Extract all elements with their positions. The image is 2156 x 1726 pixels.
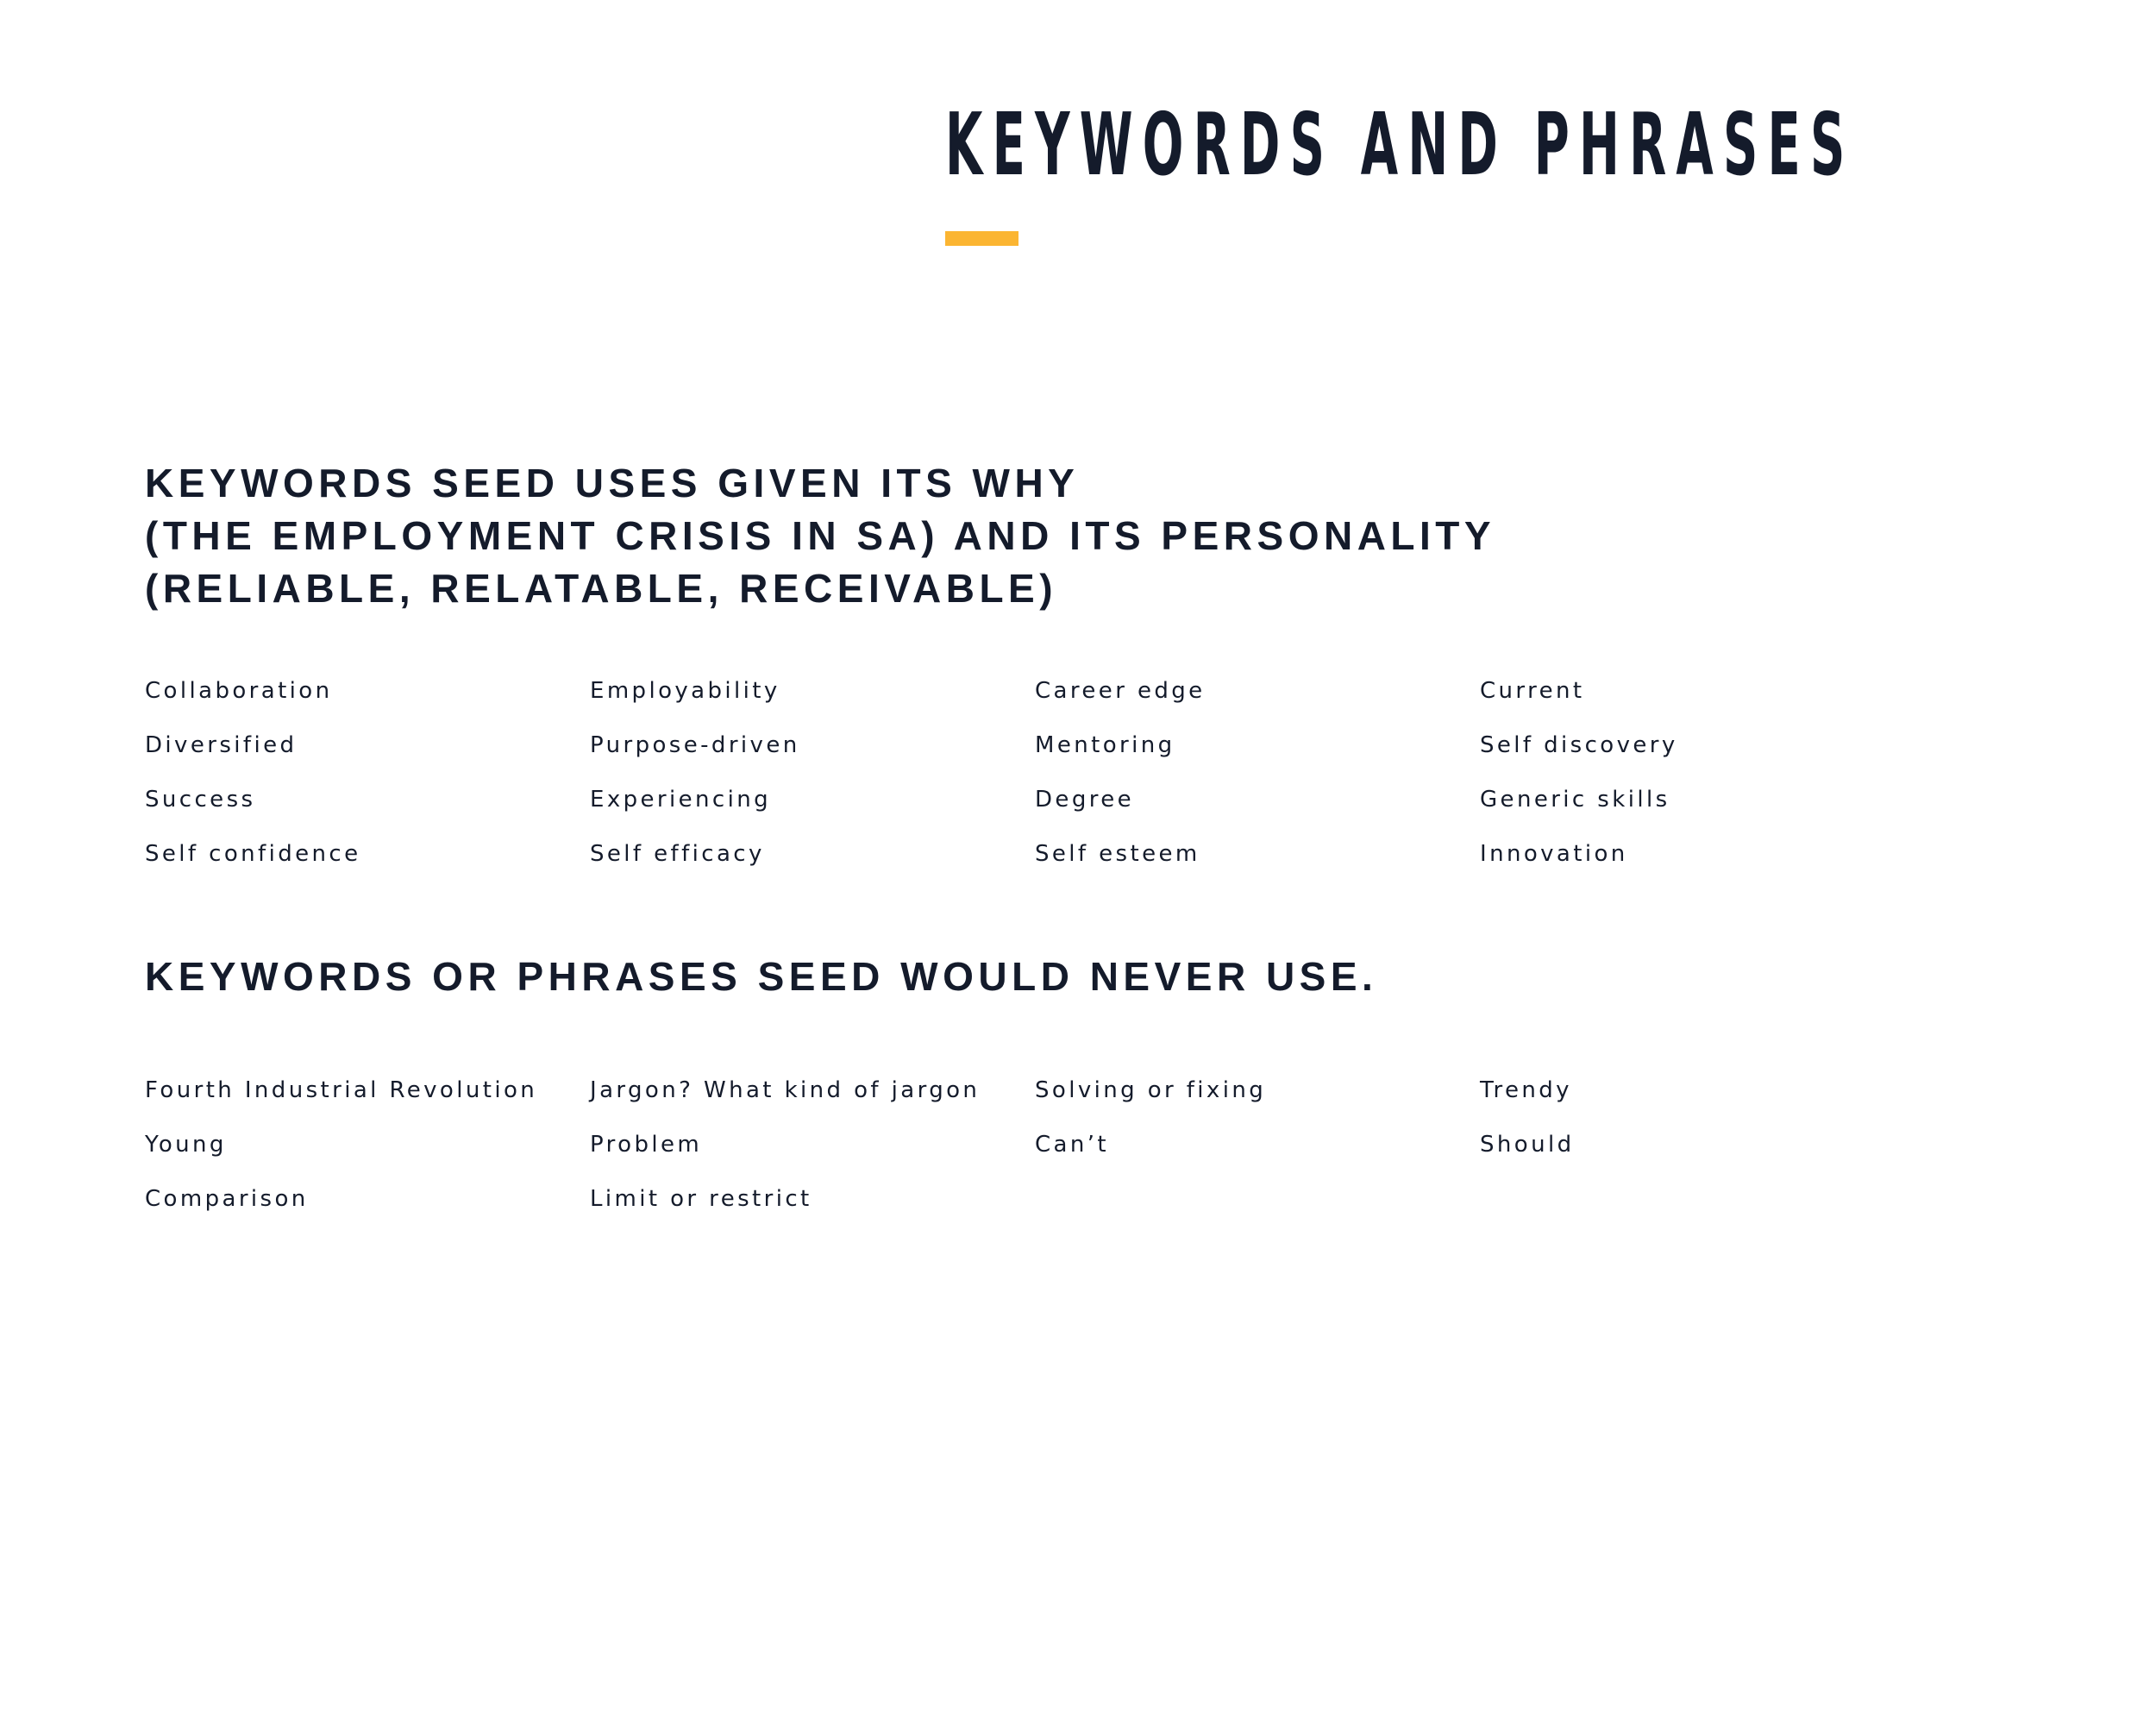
phrase-item: Solving or fixing (1035, 1077, 1267, 1103)
page-title: KEYWORDS AND PHRASES (945, 94, 1855, 195)
keyword-item: Self confidence (145, 841, 361, 867)
never-keywords-list (145, 1073, 1925, 1236)
keyword-item: Diversified (145, 732, 298, 758)
keyword-item: Career edge (1035, 678, 1206, 704)
keyword-item: Mentoring (1035, 732, 1175, 758)
used-keywords-heading-line-3: (RELIABLE, RELATABLE, RECEIVABLE) (145, 566, 1058, 611)
used-keywords-heading-line-2: (THE EMPLOYMENT CRISIS IN SA) AND ITS PERSONALITY (145, 513, 1496, 558)
used-keywords-heading (145, 457, 1495, 615)
keyword-item: Self efficacy (590, 841, 765, 867)
used-keywords-heading-line-1: KEYWORDS SEED USES GIVEN ITS WHY (145, 461, 1080, 505)
phrase-item: Jargon? What kind of jargon (590, 1077, 981, 1103)
keyword-item: Employability (590, 678, 780, 704)
never-keywords-heading: KEYWORDS OR PHRASES SEED WOULD NEVER USE. (145, 954, 1378, 999)
keyword-item: Collaboration (145, 678, 333, 704)
keyword-item: Generic skills (1480, 787, 1670, 813)
phrase-item: Problem (590, 1132, 703, 1158)
keyword-item: Experiencing (590, 787, 772, 813)
phrase-item: Trendy (1480, 1077, 1572, 1103)
phrase-item: Should (1480, 1132, 1575, 1158)
phrase-item: Can’t (1035, 1132, 1110, 1158)
keyword-item: Self esteem (1035, 841, 1200, 867)
keyword-item: Self discovery (1480, 732, 1678, 758)
keyword-item: Current (1480, 678, 1585, 704)
phrase-item: Young (145, 1132, 227, 1158)
keyword-item: Innovation (1480, 841, 1628, 867)
phrase-item: Limit or restrict (590, 1186, 812, 1212)
title-accent-bar (945, 231, 1018, 246)
keyword-item: Purpose-driven (590, 732, 800, 758)
phrase-item: Fourth Industrial Revolution (145, 1077, 538, 1103)
used-keywords-list (145, 674, 1925, 891)
keyword-item: Success (145, 787, 256, 813)
phrase-item: Comparison (145, 1186, 309, 1212)
keyword-item: Degree (1035, 787, 1135, 813)
